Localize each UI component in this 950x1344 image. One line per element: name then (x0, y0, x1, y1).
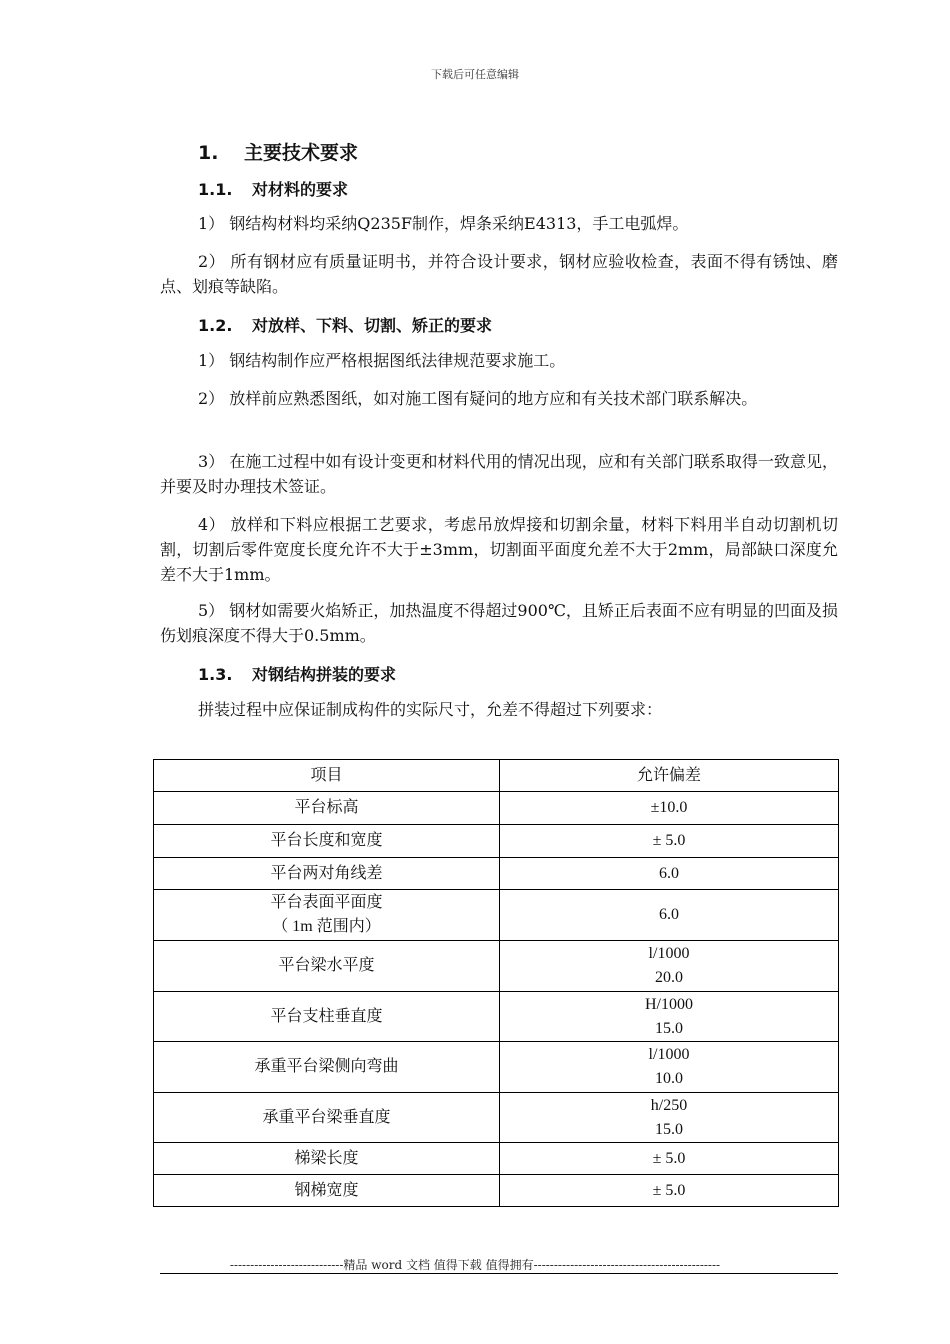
tolerance-cell: ± 5.0 (500, 825, 839, 858)
header-cell-item: 项目 (154, 760, 500, 792)
section-title: 对钢结构拼装的要求 (252, 665, 397, 684)
tolerance-cell: ± 5.0 (500, 1143, 839, 1175)
section-title: 对材料的要求 (252, 180, 349, 199)
tolerance-line: H/1000 (645, 995, 693, 1013)
table-header-row (154, 760, 839, 792)
table-row (154, 1042, 839, 1093)
section-number: 1.1. (198, 180, 233, 199)
section-title: 主要技术要求 (244, 142, 359, 164)
page-footer: ----------------------------精品 word 文档 值得下载 值得拥有---------------------------------------------- (229, 1258, 721, 1272)
tolerance-cell: 6.0 (500, 858, 839, 890)
item-cell: 承重平台梁垂直度 (154, 1093, 500, 1143)
tolerance-cell: 6.0 (500, 890, 839, 941)
table-row (154, 825, 839, 858)
tolerance-line: 10.0 (655, 1070, 683, 1087)
item-cell: 梯梁长度 (154, 1143, 500, 1175)
table-row (154, 792, 839, 825)
tolerance-cell (500, 1093, 839, 1143)
section-1-heading (198, 138, 358, 165)
item-cell: 承重平台梁侧向弯曲 (154, 1042, 500, 1093)
item-cell (154, 890, 500, 941)
tolerance-cell (500, 1042, 839, 1093)
header-cell-tolerance: 允许偏差 (500, 760, 839, 792)
table-row (154, 941, 839, 992)
item-cell: 平台长度和宽度 (154, 825, 500, 858)
table-row (154, 858, 839, 890)
tolerance-line: 20.0 (655, 969, 683, 986)
section-1-2-heading (198, 313, 492, 336)
paragraph: 1） 钢结构材料均采纳Q235F制作，焊条采纳E4313，手工电弧焊。 (198, 214, 689, 233)
section-title: 对放样、下料、切割、矫正的要求 (252, 316, 493, 335)
table-row (154, 1093, 839, 1143)
paragraph: 1） 钢结构制作应严格根据图纸法律规范要求施工。 (198, 351, 566, 370)
tolerance-cell (500, 941, 839, 992)
table-row (154, 890, 839, 941)
paragraph: 5） 钢材如需要火焰矫正，加热温度不得超过900℃，且矫正后表面不应有明显的凹面及损伤划痕深度不得大于0.5mm。 (160, 601, 838, 645)
section-number: 1.2. (198, 316, 233, 335)
section-number: 1.3. (198, 665, 233, 684)
tolerance-line: 15.0 (655, 1019, 683, 1037)
paragraph: 2） 所有钢材应有质量证明书，并符合设计要求，钢材应验收检查，表面不得有锈蚀、磨点、划痕等缺陷。 (160, 252, 838, 296)
paragraph: 2） 放样前应熟悉图纸，如对施工图有疑问的地方应和有关技术部门联系解决。 (198, 389, 758, 408)
tolerance-line: l/1000 (648, 1046, 690, 1063)
tolerance-table (153, 759, 839, 1207)
section-1-1-heading (198, 177, 348, 200)
tolerance-cell: ± 5.0 (500, 1175, 839, 1207)
item-cell: 平台两对角线差 (154, 858, 500, 890)
section-1-3-heading (198, 662, 396, 685)
item-line: 平台表面平面度 (270, 894, 383, 911)
section-number: 1. (198, 142, 219, 164)
page-header: 下载后可任意编辑 (431, 68, 519, 81)
paragraph: 3） 在施工过程中如有设计变更和材料代用的情况出现，应和有关部门联系取得一致意见，并要及时办理技术签证。 (160, 452, 838, 496)
paragraph: 4） 放样和下料应根据工艺要求，考虑吊放焊接和切割余量，材料下料用半自动切割机切割，切割后零件宽度长度允许不大于±3mm，切割面平面度允差不大于2mm，局部缺口深度允差不大于1mm。 (160, 515, 838, 584)
item-cell: 平台标高 (154, 792, 500, 825)
paragraph: 拼装过程中应保证制成构件的实际尺寸，允差不得超过下列要求： (198, 700, 663, 719)
table-row (154, 1175, 839, 1207)
table-row (154, 992, 839, 1042)
table-row (154, 1143, 839, 1175)
item-cell: 平台支柱垂直度 (154, 992, 500, 1042)
item-cell: 平台梁水平度 (154, 941, 500, 992)
footer-divider (160, 1273, 838, 1274)
tolerance-line: 15.0 (655, 1120, 683, 1138)
tolerance-line: h/250 (650, 1096, 688, 1114)
tolerance-cell (500, 992, 839, 1042)
tolerance-line: l/1000 (648, 945, 690, 962)
item-line: （ 1m 范围内） (272, 918, 381, 935)
tolerance-cell: ±10.0 (500, 792, 839, 825)
item-cell: 钢梯宽度 (154, 1175, 500, 1207)
